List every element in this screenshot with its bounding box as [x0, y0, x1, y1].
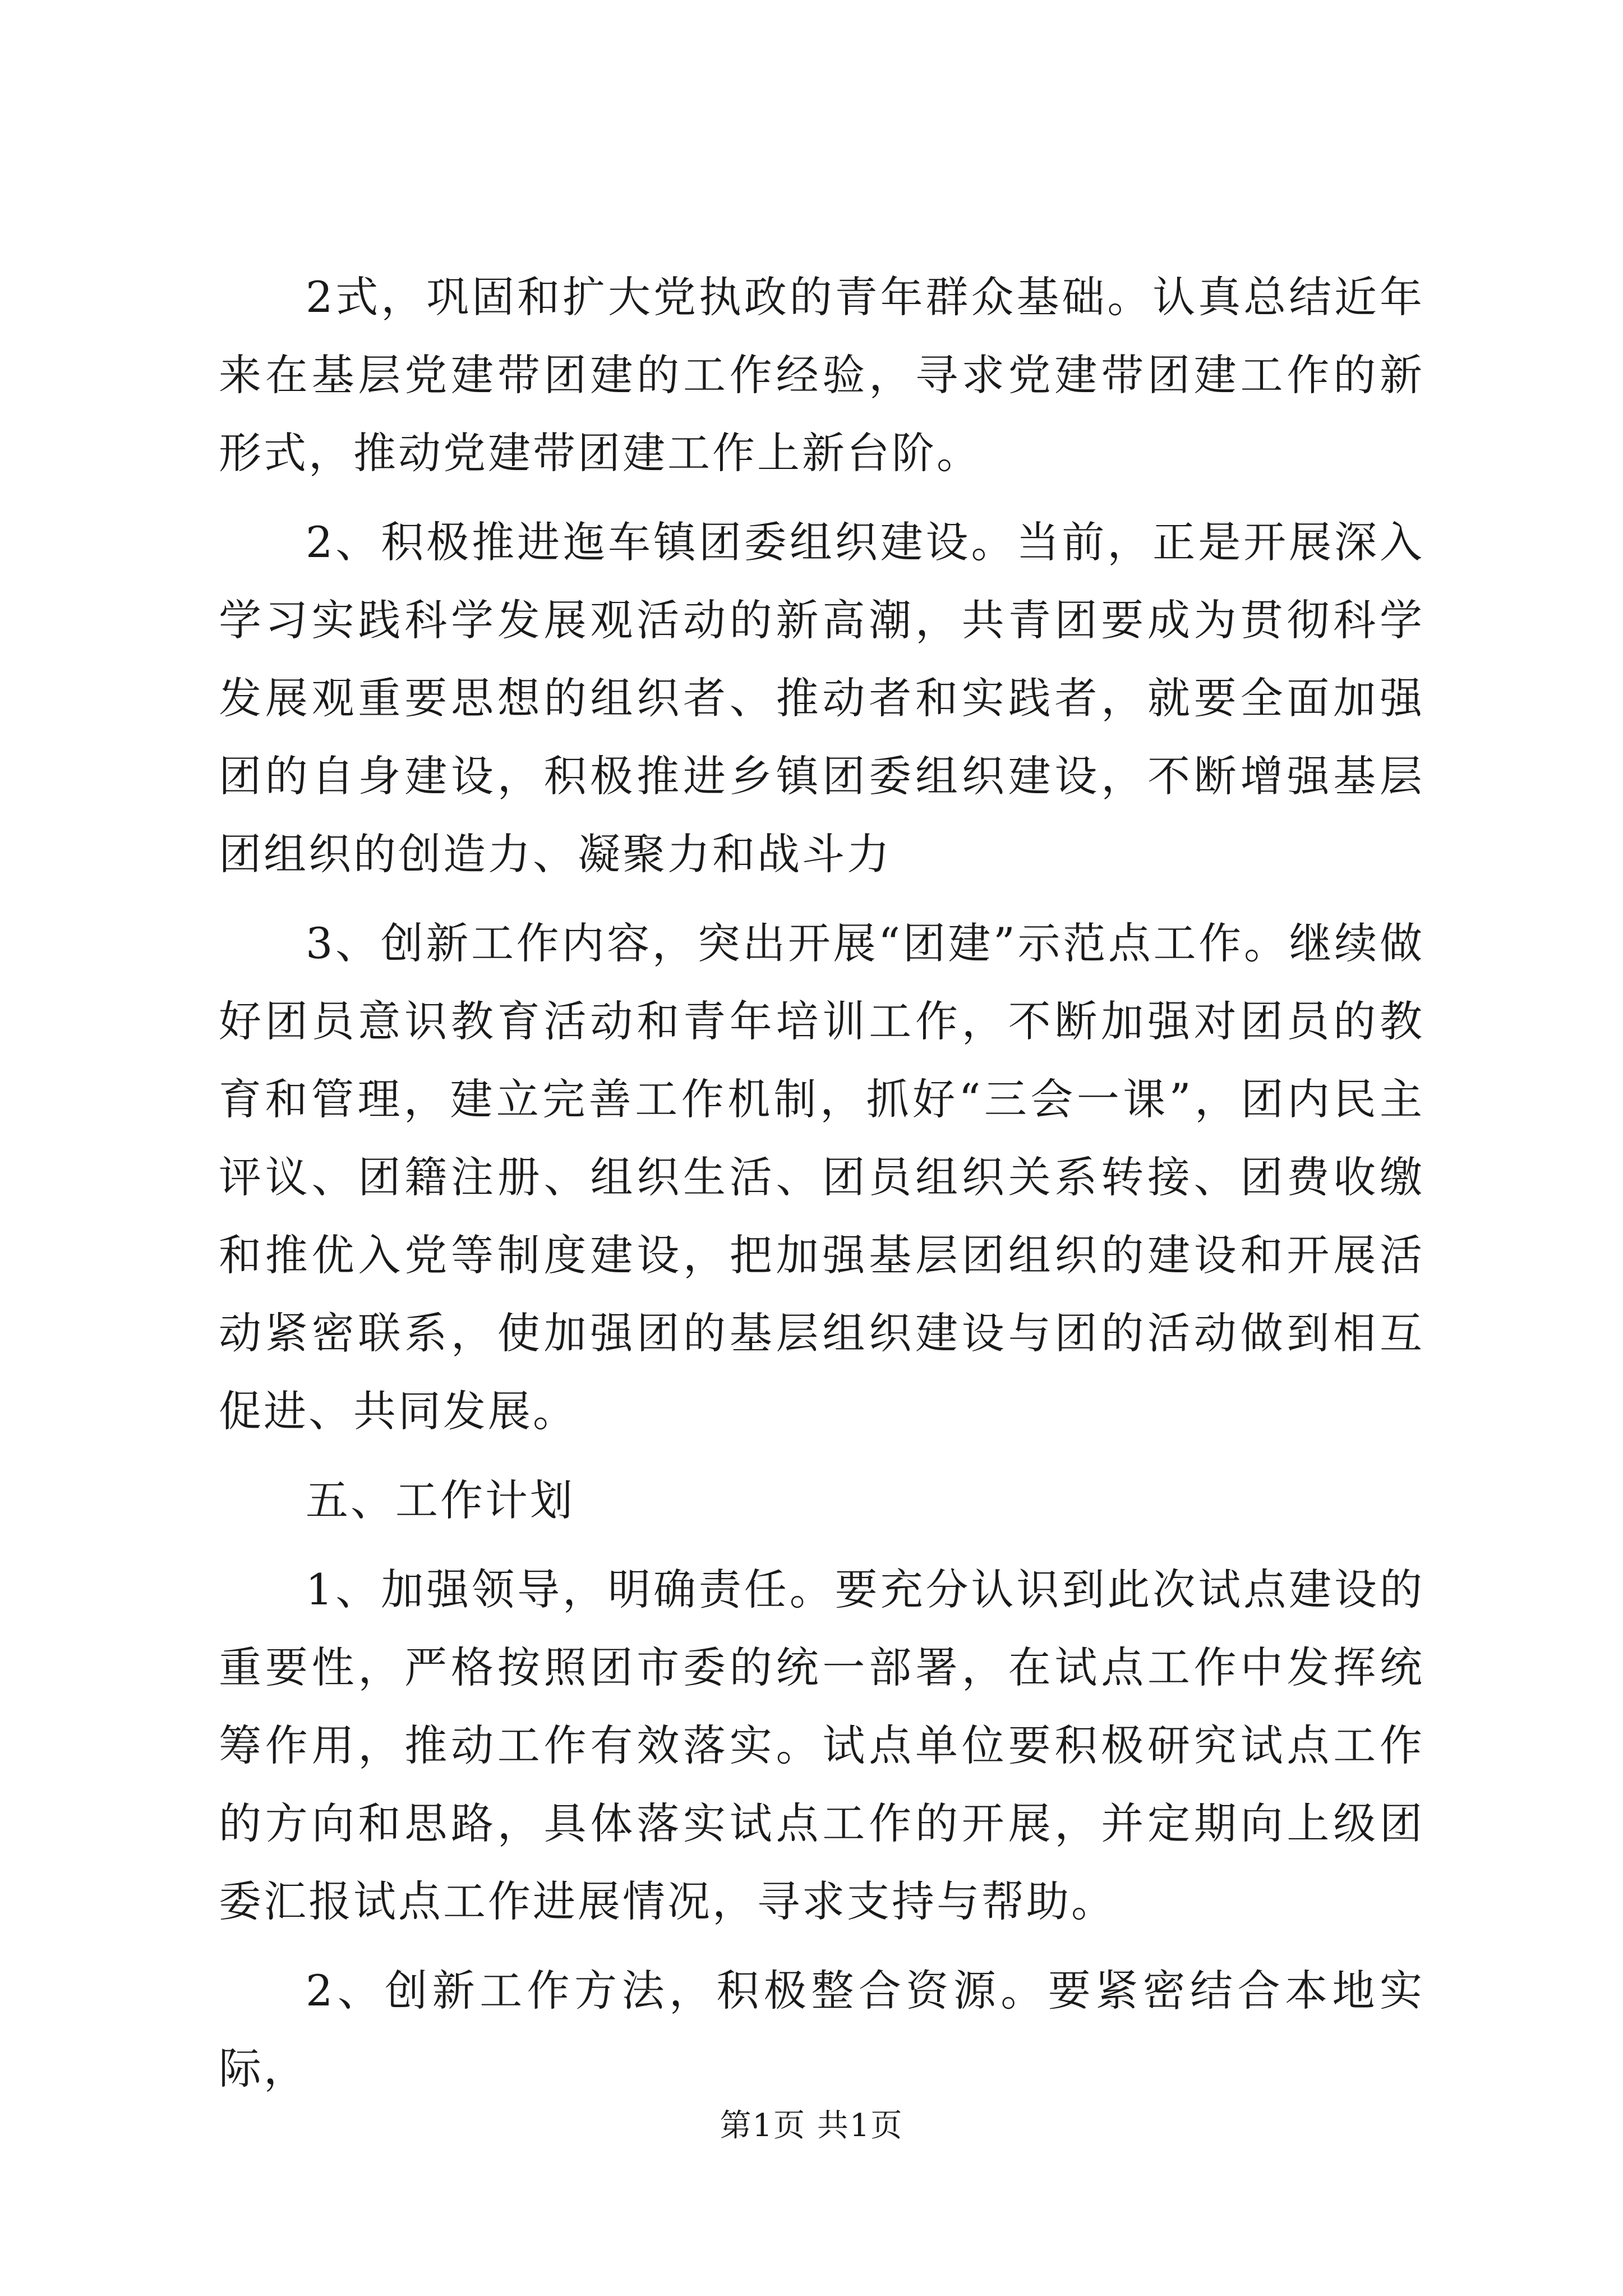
paragraph-plan-item-2: 2、创新工作方法，积极整合资源。要紧密结合本地实际，: [219, 1966, 1424, 2093]
document-body: [219, 258, 1424, 2108]
paragraph-item-3-content: 3、创新工作内容，突出开展“团建”示范点工作。继续做好团员意识教育活动和青年培训工作，不断加强对团员的教育和管理，建立完善工作机制，抓好“三会一课”，团内民主评议、团籍注册、组织生活、团员组织关系转接、团费收缴和推优入党等制度建设，把加强基层团组织的建设和开展活动紧密联系，使加强团的基层组织建设与团的活动做到相互促进、共同发展。: [219, 918, 1424, 1436]
paragraph-continuation: 2式，巩固和扩大党执政的青年群众基础。认真总结近年来在基层党建带团建的工作经验，寻求党建带团建工作的新形式，推动党建带团建工作上新台阶。: [219, 272, 1424, 478]
paragraph-item-2-organization: 2、积极推进迤车镇团委组织建设。当前，正是开展深入学习实践科学发展观活动的新高潮，共青团要成为贯彻科学发展观重要思想的组织者、推动者和实践者，就要全面加强团的自身建设，积极推进乡镇团委组织建设，不断增强基层团组织的创造力、凝聚力和战斗力: [219, 517, 1424, 879]
paragraph-plan-item-1: 1、加强领导，明确责任。要充分认识到此次试点建设的重要性，严格按照团市委的统一部署，在试点工作中发挥统筹作用，推动工作有效落实。试点单位要积极研究试点工作的方向和思路，具体落实试点工作的开展，并定期向上级团委汇报试点工作进展情况，寻求支持与帮助。: [219, 1565, 1424, 1926]
section-heading-work-plan: 五、工作计划: [306, 1475, 575, 1525]
page-number-footer: 第1页 共1页: [720, 2108, 903, 2144]
